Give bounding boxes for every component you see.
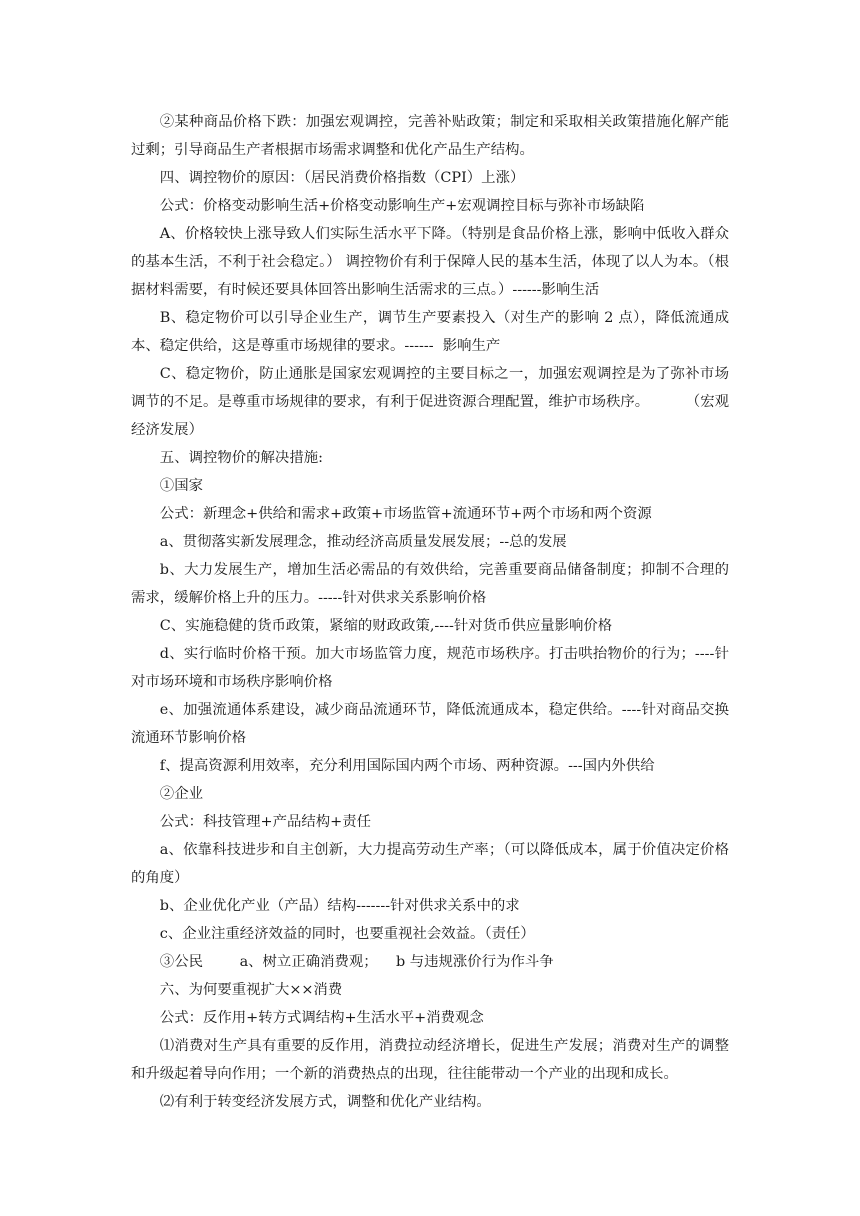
paragraph-4b: B、稳定物价可以引导企业生产，调节生产要素投入（对生产的影响 2 点），降低流通成本、稳定供给，这是尊重市场规律的要求。------ 影响生产 — [131, 310, 729, 354]
heading-section-6: 六、为何要重视扩大××消费 — [159, 982, 343, 998]
paragraph-enterprise-b: b、企业优化产业（产品）结构-------针对供求关系中的求 — [159, 898, 520, 914]
paragraph-state-b: b、大力发展生产，增加生活必需品的有效供给，完善重要商品储备制度；抑制不合理的需求，缓解价格上升的压力。-----针对供求关系影响价格 — [131, 562, 729, 606]
paragraph-6-1: ⑴消费对生产具有重要的反作用，消费拉动经济增长，促进生产发展；消费对生产的调整和升级起着导向作用；一个新的消费热点的出现，往往能带动一个产业的出现和成长。 — [131, 1038, 729, 1082]
paragraph-4a: A、价格较快上涨导致人们实际生活水平下降。（特别是食品价格上涨，影响中低收入群众的基本生活，不利于社会稳定。） 调控物价有利于保障人民的基本生活，体现了以人为本。（根据材料需要，有时候还要具体回答出影响生活需求的三点。）------影响生活 — [131, 226, 729, 298]
paragraph-state-c: C、实施稳健的货币政策，紧缩的财政政策,----针对货币供应量影响价格 — [159, 618, 613, 634]
formula-section-4: 公式：价格变动影响生活+价格变动影响生产+宏观调控目标与弥补市场缺陷 — [159, 198, 645, 214]
subheading-enterprise: ②企业 — [159, 786, 203, 802]
paragraph-enterprise-c: c、企业注重经济效益的同时，也要重视社会效益。（责任） — [159, 926, 535, 942]
paragraph-price-fall: ②某种商品价格下跌：加强宏观调控，完善补贴政策；制定和采取相关政策措施化解产能过剩；引导商品生产者根据市场需求调整和优化产品生产结构。 — [131, 114, 729, 158]
paragraph-state-a: a、贯彻落实新发展理念，推动经济高质量发展发展；--总的发展 — [159, 534, 567, 550]
formula-section-6: 公式：反作用+转方式调结构+生活水平+消费观念 — [159, 1010, 484, 1026]
paragraph-enterprise-a: a、依靠科技进步和自主创新，大力提高劳动生产率；（可以降低成本，属于价值决定价格的角度） — [131, 842, 729, 886]
paragraph-state-f: f、提高资源利用效率，充分利用国际国内两个市场、两种资源。---国内外供给 — [159, 758, 655, 774]
document-body — [131, 108, 729, 1116]
heading-section-4: 四、调控物价的原因：（居民消费价格指数（CPI）上涨） — [159, 170, 525, 186]
formula-state: 公式：新理念+供给和需求+政策+市场监管+流通环节+两个市场和两个资源 — [159, 506, 652, 522]
paragraph-4c: C、稳定物价，防止通胀是国家宏观调控的主要目标之一，加强宏观调控是为了弥补市场调节的不足。是尊重市场规律的要求，有利于促进资源合理配置，维护市场秩序。 （宏观经济发展） — [131, 366, 729, 438]
formula-enterprise: 公式：科技管理+产品结构+责任 — [159, 814, 371, 830]
paragraph-state-d: d、实行临时价格干预。加大市场监管力度，规范市场秩序。打击哄抬物价的行为；----针对市场环境和市场秩序影响价格 — [131, 646, 729, 690]
heading-section-5: 五、调控物价的解决措施: — [159, 450, 323, 466]
paragraph-6-2: ⑵有利于转变经济发展方式，调整和优化产业结构。 — [159, 1094, 491, 1110]
subheading-state: ①国家 — [159, 478, 203, 494]
paragraph-state-e: e、加强流通体系建设，减少商品流通环节，降低流通成本，稳定供给。----针对商品交换流通环节影响价格 — [131, 702, 729, 746]
paragraph-citizen: ③公民 a、树立正确消费观； b 与违规涨价行为作斗争 — [159, 954, 554, 970]
